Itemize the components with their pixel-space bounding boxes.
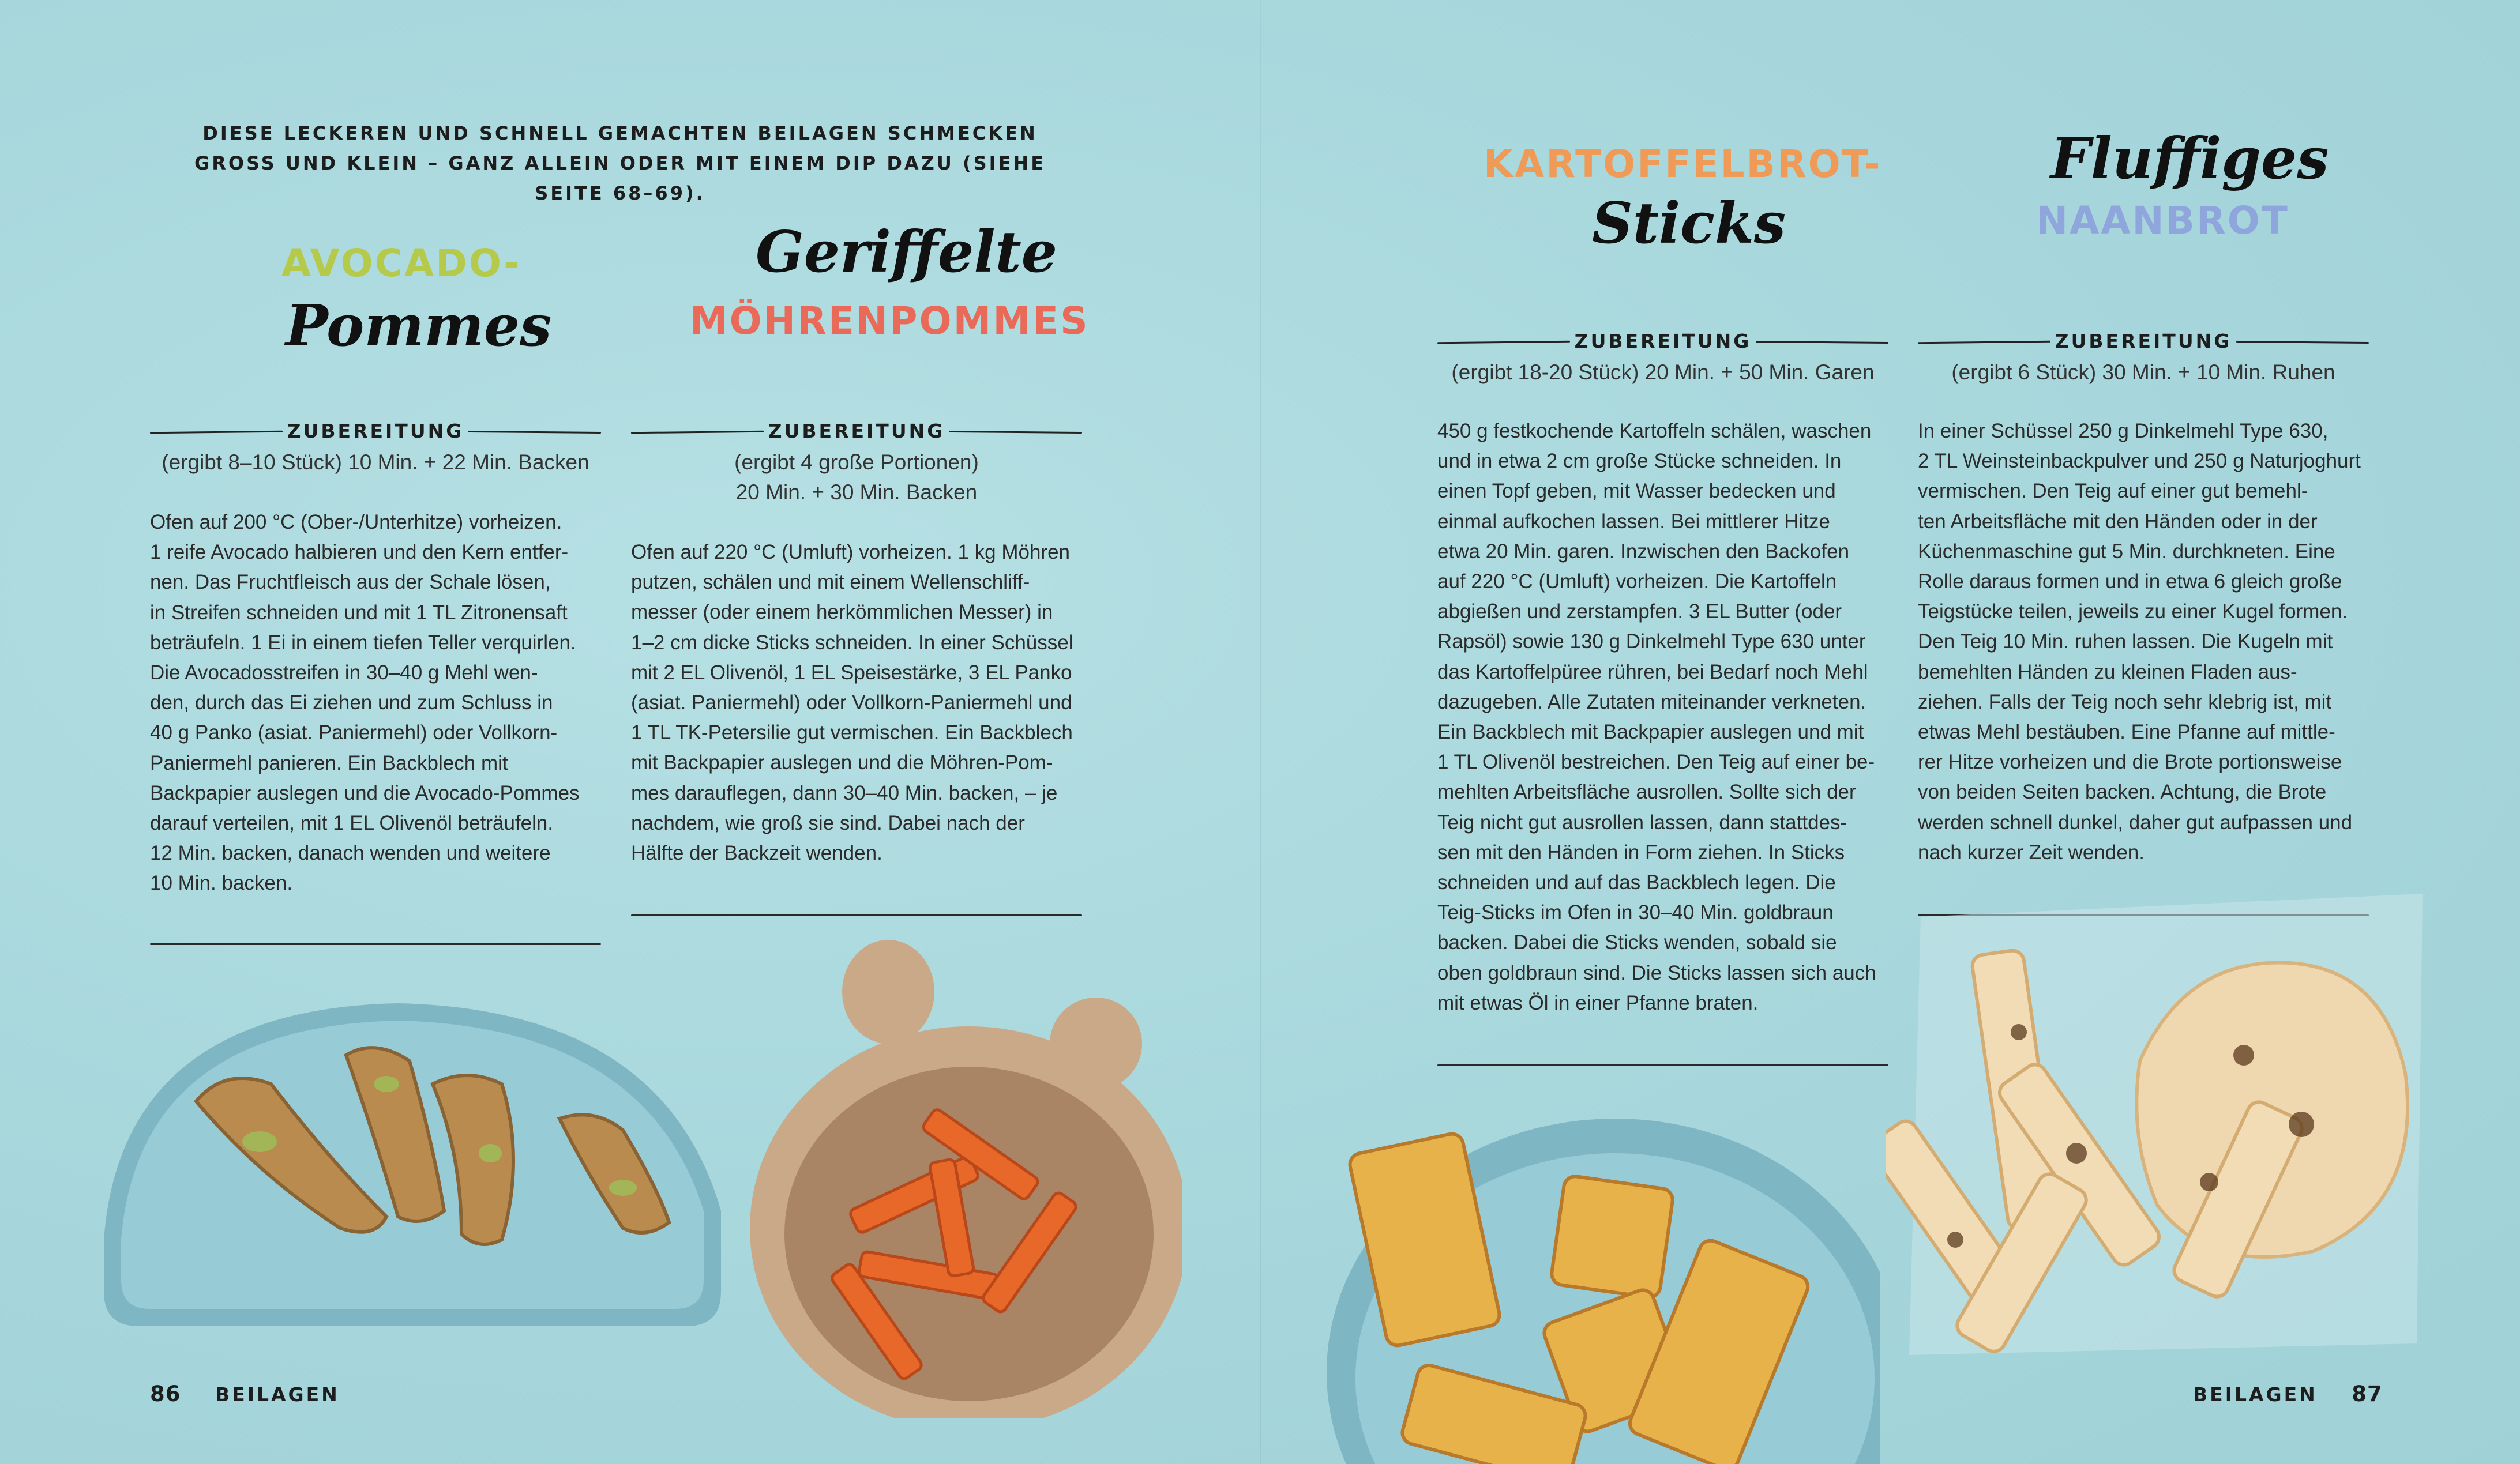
prep-rule-right <box>2236 341 2369 344</box>
prep-label: ZUBEREITUNG <box>2055 330 2232 352</box>
prep-rule-left <box>631 431 764 434</box>
avocado-end-rule <box>150 943 601 945</box>
kartoffel-prep <box>1437 329 1888 387</box>
avocado-prep <box>150 419 601 477</box>
prep-info: (ergibt 4 große Portionen) 20 Min. + 30 Min. Backen <box>734 450 979 504</box>
intro-text: DIESE LECKEREN UND SCHNELL GEMACHTEN BEILAGEN SCHMECKEN GROSS UND KLEIN – GANZ ALLEIN ODER MIT EINEM DIP DAZU (SIEHE SEITE 68–69). <box>194 122 1046 204</box>
prep-rule-left <box>150 431 283 434</box>
kartoffel-end-rule <box>1437 1064 1888 1066</box>
prep-info: (ergibt 18-20 Stück) 20 Min. + 50 Min. Garen <box>1451 360 1875 384</box>
naan-bread-photo <box>1886 882 2434 1378</box>
prep-rule-left <box>1437 341 1570 344</box>
kartoffel-title-top: KARTOFFELBROT- <box>1484 142 1882 186</box>
moehren-end-rule <box>631 914 1082 916</box>
moehren-title-bottom: MÖHRENPOMMES <box>690 299 1090 343</box>
prep-rule-right <box>468 431 601 434</box>
section-label-right: BEILAGEN <box>2193 1383 2318 1406</box>
potato-bread-sticks-plate-photo <box>1315 1096 1880 1464</box>
avocado-instructions: Ofen auf 200 °C (Ober-/Unterhitze) vorheizen. 1 reife Avocado halbieren und den Kern entfer- nen. Das Fruchtfleisch aus der Schale lösen, in Streifen schneiden und mit 1 TL Zitronensaft beträufeln. 1 Ei in einem tiefen Teller verquirlen. Die Avocadosstreifen in 30–40 g Mehl wen- den, durch das Ei ziehen und zum Schluss in 40 g Panko (asiat. Paniermehl) oder Vollkorn- Paniermehl panieren. Ein Backblech mit Backpapier auslegen und die Avocado-Pommes darauf verteilen, mit 1 EL Olivenöl beträufeln. 12 Min. backen, danach wenden und weitere 10 Min. backen. <box>150 511 580 895</box>
prep-header <box>150 419 601 444</box>
footer-left <box>150 1382 340 1406</box>
prep-header <box>1918 329 2369 354</box>
naan-instructions: In einer Schüssel 250 g Dinkelmehl Type 630, 2 TL Weinsteinbackpulver und 250 g Naturjoghurt vermischen. Den Teig auf einer gut bemehl- ten Arbeitsfläche mit den Händen oder in der Küchenmaschine gut 5 Min. durchkneten. Eine Rolle daraus formen und in etwa 6 gleich große Teigstücke teilen, jeweils zu einer Kugel formen. Den Teig 10 Min. ruhen lassen. Die Kugeln mit bemehlten Händen zu kleinen Fladen aus- ziehen. Falls der Teig noch sehr klebrig ist, mit etwas Mehl bestäuben. Eine Pfanne auf mittle- rer Hitze vorheizen und die Brote portionsweise von beiden Seiten backen. Achtung, die Brote werden schnell dunkel, daher gut aufpassen und nach kurzer Zeit wenden. <box>1918 420 2361 864</box>
naan-title-script: Fluffiges <box>2050 126 2329 192</box>
naan-title-bottom: NAANBROT <box>2036 198 2289 243</box>
moehren-title-script: Geriffelte <box>756 219 1058 285</box>
moehren-instructions: Ofen auf 220 °C (Umluft) vorheizen. 1 kg Möhren putzen, schälen und mit einem Wellenschliff- messer (oder einem herkömmlichen Messer) in 1–2 cm dicke Sticks schneiden. In einer Schüssel mit 2 EL Olivenöl, 1 EL Speisestärke, 3 EL Panko (asiat. Paniermehl) oder Vollkorn-Paniermehl und 1 TL TK-Petersilie gut vermischen. Ein Backblech mit Backpapier auslegen und die Möhren-Pom- mes darauflegen, dann 30–40 Min. backen, – je nachdem, wie groß sie sind. Dabei nach der Hälfte der Backzeit wenden. <box>631 541 1073 865</box>
carrot-fries-bowl-photo <box>744 940 1182 1418</box>
prep-label: ZUBEREITUNG <box>768 420 945 442</box>
kartoffel-instructions: 450 g festkochende Kartoffeln schälen, waschen und in etwa 2 cm große Stücke schneiden. In einen Topf geben, mit Wasser bedecken und einmal aufkochen lassen. Bei mittlerer Hitze etwa 20 Min. garen. Inzwischen den Backofen auf 220 °C (Umluft) vorheizen. Die Kartoffeln abgießen und zerstampfen. 3 EL Butter (oder Rapsöl) sowie 130 g Dinkelmehl Type 630 unter das Kartoffelpüree rühren, bei Bedarf noch Mehl dazugeben. Alle Zutaten miteinander verkneten. Ein Backblech mit Backpapier auslegen und mit 1 TL Olivenöl bestreichen. Den Teig auf einer be- mehlten Arbeitsfläche ausrollen. Sollte sich der Teig nicht gut ausrollen lassen, dann stattdes- sen mit den Händen in Form ziehen. In Sticks schneiden und auf das Backblech legen. Die Teig-Sticks im Ofen in 30–40 Min. goldbraun backen. Dabei die Sticks wenden, sobald sie oben goldbraun sind. Die Sticks lassen sich auch mit etwas Öl in einer Pfanne braten. <box>1437 420 1876 1014</box>
prep-info: (ergibt 6 Stück) 30 Min. + 10 Min. Ruhen <box>1951 360 2335 384</box>
section-label-left: BEILAGEN <box>215 1383 340 1406</box>
prep-rule-right <box>949 431 1082 434</box>
prep-rule-right <box>1756 341 1888 344</box>
footer-right <box>2193 1382 2383 1406</box>
kartoffel-title-script: Sticks <box>1592 190 1786 257</box>
prep-header <box>631 419 1082 444</box>
prep-rule-left <box>1918 341 2050 344</box>
avocado-fries-plate-photo <box>87 969 738 1338</box>
prep-info: (ergibt 8–10 Stück) 10 Min. + 22 Min. Backen <box>162 450 589 474</box>
avocado-title-top: AVOCADO- <box>281 241 521 285</box>
page-number-left: 86 <box>150 1382 181 1406</box>
prep-label: ZUBEREITUNG <box>1574 330 1752 352</box>
page-number-right: 87 <box>2352 1382 2383 1406</box>
prep-label: ZUBEREITUNG <box>287 420 464 442</box>
naan-prep <box>1918 329 2369 387</box>
avocado-title-script: Pommes <box>286 293 552 359</box>
moehren-prep <box>631 419 1082 507</box>
prep-header <box>1437 329 1888 354</box>
book-spine <box>1260 0 1261 1464</box>
